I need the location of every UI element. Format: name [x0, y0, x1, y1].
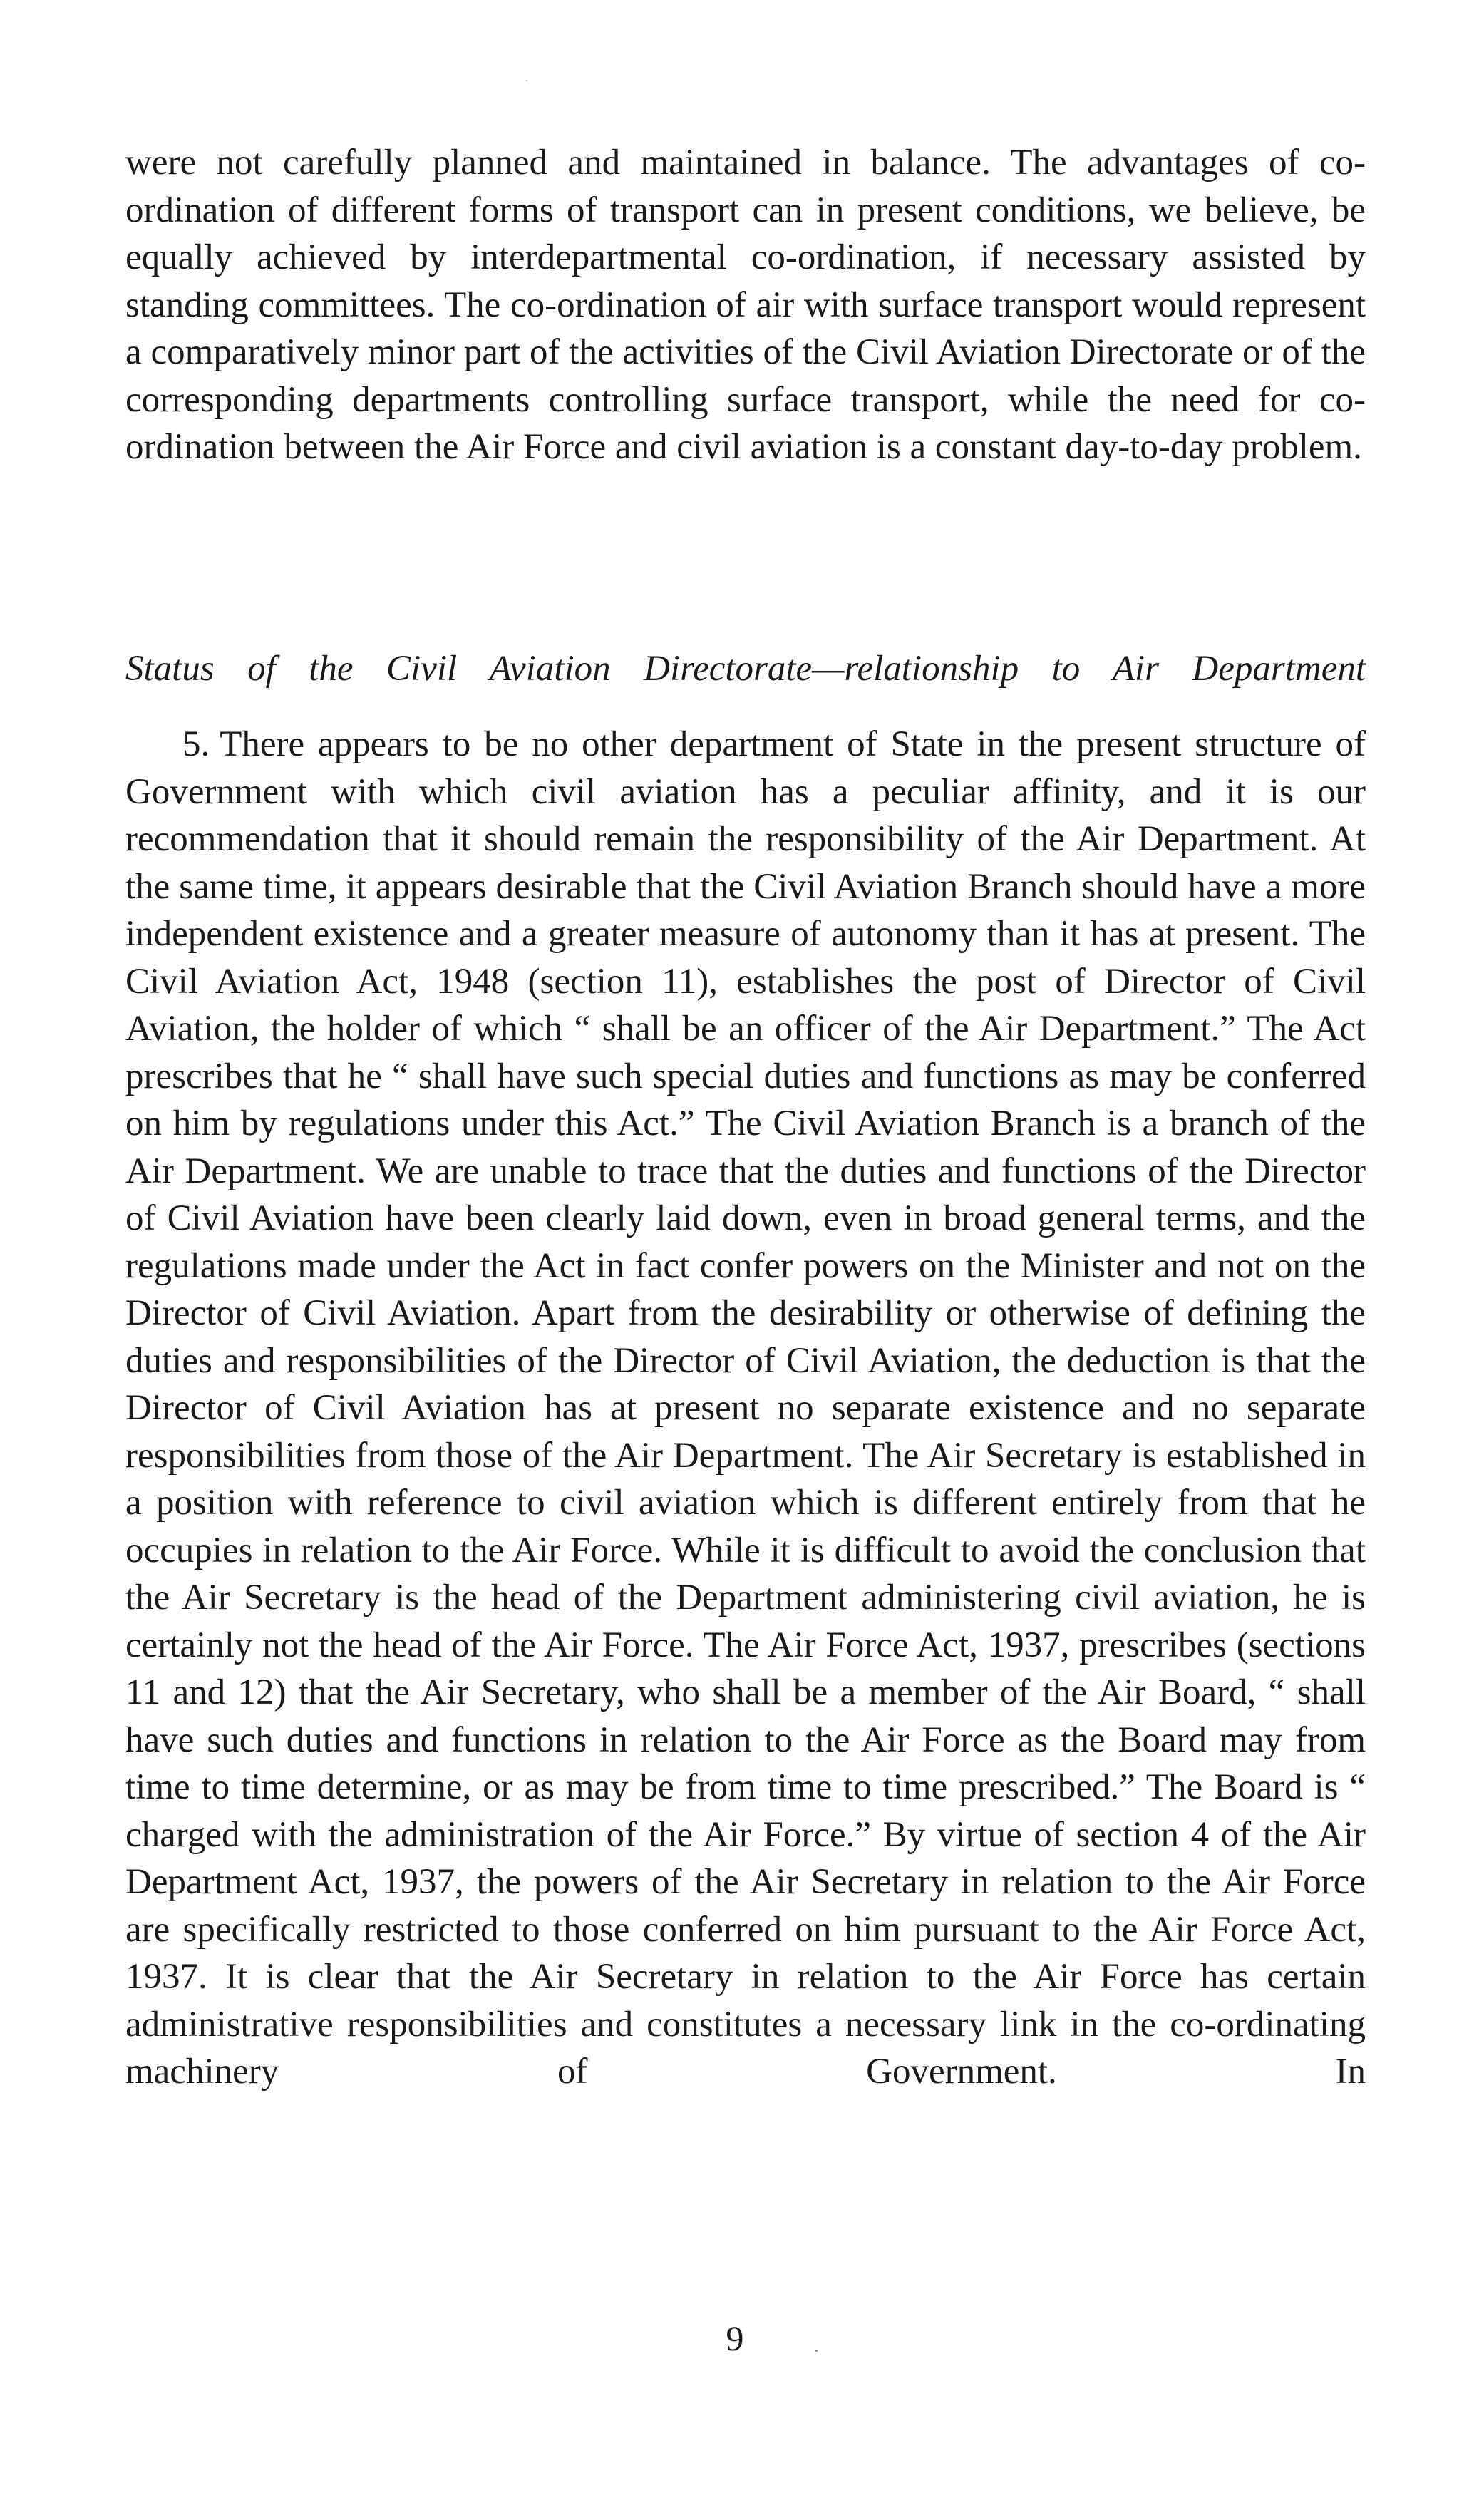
paragraph-5-text: There appears to be no other department of State in the present structure of Government with which civil aviation has a peculiar affinity, and it is our recommendation that it should remain the responsibility of the Air Department. At the same time, it appears desirable that the Civil Aviation Branch should have a more independent existence and a greater measure of autonomy than it has at present. The Civil Aviation Act, 1948 (section 11), establishes the post of Director of Civil Aviation, the holder of which “ shall be an officer of the Air Department.” The Act prescribes that he “ shall have such special duties and functions as may be conferred on him by regulations under this Act.” The Civil Aviation Branch is a branch of the Air Department. We are unable to trace that the duties and functions of the Director of Civil Aviation have been clearly laid down, even in broad general terms, and the regulations made under the Act in fact confer powers on the Minister and not on the Director of Civil Aviation. Apart from the desirability or otherwise of defining the duties and responsibilities of the Director of Civil Aviation, the deduction is that the Director of Civil Aviation has at present no separate existence and no separate responsibilities from those of the Air Department. The Air Secretary is established in a position with reference to civil aviation which is different entirely from that he occupies in relation to the Air Force. While it is difficult to avoid the conclusion that the Air Secretary is the head of the Department administering civil aviation, he is certainly not the head of the Air Force. The Air Force Act, 1937, prescribes (sections 11 and 12) that the Air Secretary, who shall be a member of the Air Board, “ shall have such duties and functions in relation to the Air Force as the Board may from time to time determine, or as may be from time to time prescribed.” The Board is “ charged with the administration of the Air Force.” By virtue of section 4 of the Air Department Act, 1937, the powers of the Air Secretary in relation to the Air Force are specifically restricted to those conferred on him pursuant to the Air Force Act, 1937. It is clear that the Air Secretary in relation to the Air Force has certain administrative responsibilities and constitutes a necessary link in the co-ordinating machinery of Government. In	[125, 724, 1366, 2092]
document-page	[125, 139, 1366, 471]
paragraph-number: 5.	[182, 724, 210, 764]
scan-speck	[815, 2350, 818, 2352]
opening-paragraph: were not carefully planned and maintained in balance. The advantages of co-ordination of different forms of transport can in present conditions, we believe, be equally achieved by interdepartmental co-ordination, if necessary assisted by standing committees. The co-ordination of air with surface transport would represent a comparatively minor part of the activities of the Civil Aviation Directorate or of the corresponding departments controlling surface transport, while the need for co-ordination between the Air Force and civil aviation is a constant day-to-day problem.	[125, 143, 1366, 467]
page-number	[0, 2317, 1484, 2360]
section-heading: Status of the Civil Aviation Directorate—relationship to Air Department	[125, 649, 1366, 689]
paragraph-5	[125, 721, 1366, 2096]
page-number-text: 9	[726, 2318, 744, 2358]
scan-speck	[526, 80, 527, 81]
